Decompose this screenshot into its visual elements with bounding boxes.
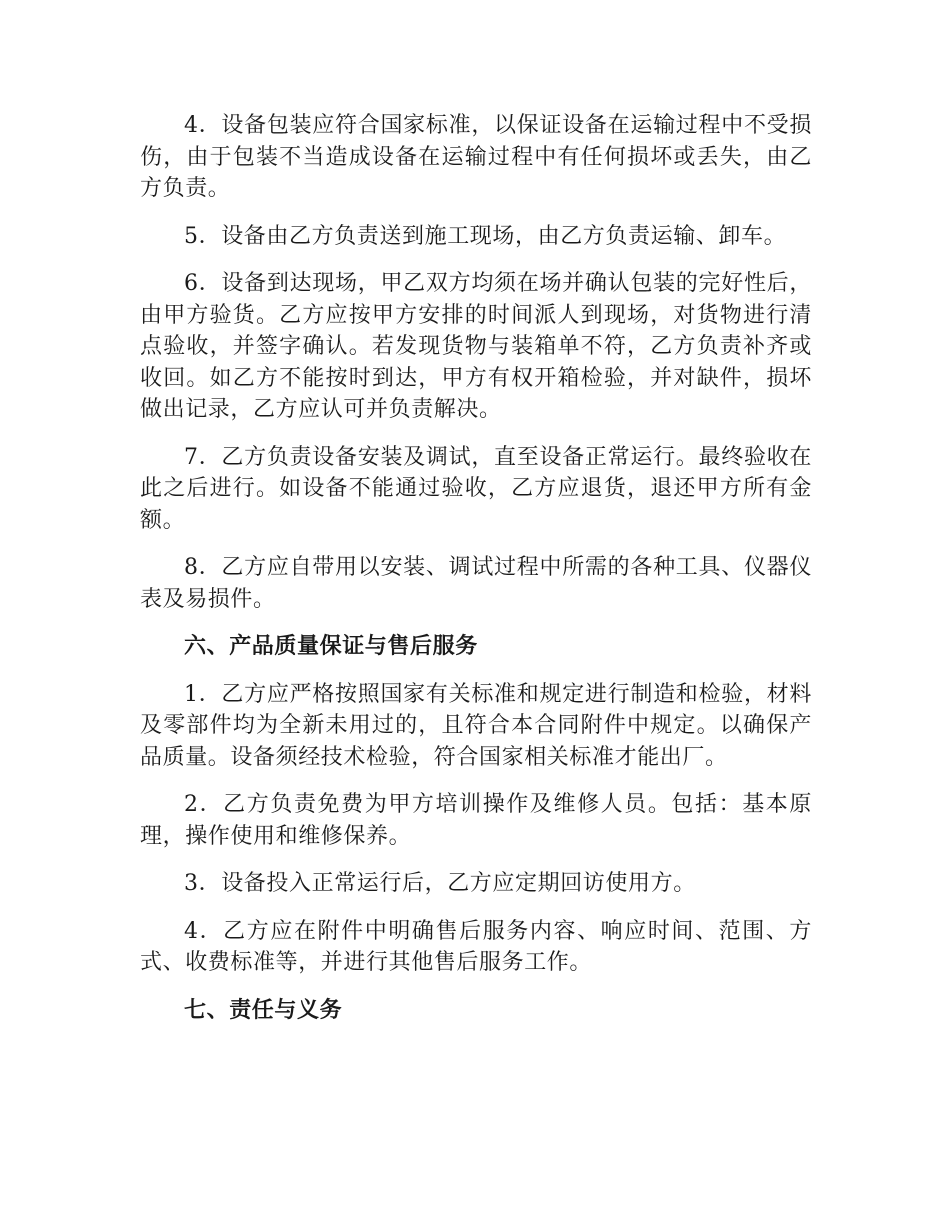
document-body [140,110,812,1042]
clause-6-4: 4．乙方应在附件中明确售后服务内容、响应时间、范围、方式、收费标准等，并进行其他售后服务工作。 [140,918,812,975]
clause-5-7: 7．乙方负责设备安装及调试，直至设备正常运行。最终验收在此之后进行。如设备不能通过验收，乙方应退货，退还甲方所有金额。 [140,444,812,533]
section-7-heading: 七、责任与义务 [184,997,343,1023]
clause-6-3: 3．设备投入正常运行后，乙方应定期回访使用方。 [184,871,696,896]
clause-5-8: 8．乙方应自带用以安装、调试过程中所需的各种工具、仪器仪表及易损件。 [140,555,812,612]
clause-6-2: 2．乙方负责免费为甲方培训操作及维修人员。包括：基本原理，操作使用和维修保养。 [140,792,812,849]
clause-5-6: 6．设备到达现场，甲乙双方均须在场并确认包装的完好性后，由甲方验货。乙方应按甲方安排的时间派人到现场，对货物进行清点验收，并签字确认。若发现货物与装箱单不符，乙方负责补齐或收回。如乙方不能按时到达，甲方有权开箱检验，并对缺件，损坏做出记录，乙方应认可并负责解决。 [140,271,812,422]
clause-6-1: 1．乙方应严格按照国家有关标准和规定进行制造和检验，材料及零部件均为全新未用过的，且符合本合同附件中规定。以确保产品质量。设备须经技术检验，符合国家相关标准才能出厂。 [140,681,812,770]
clause-5-5: 5．设备由乙方负责送到施工现场，由乙方负责运输、卸车。 [184,223,787,249]
section-6-heading: 六、产品质量保证与售后服务 [184,634,478,659]
clause-5-4: 4．设备包装应符合国家标准，以保证设备在运输过程中不受损伤，由于包装不当造成设备在运输过程中有任何损坏或丢失，由乙方负责。 [140,113,812,201]
